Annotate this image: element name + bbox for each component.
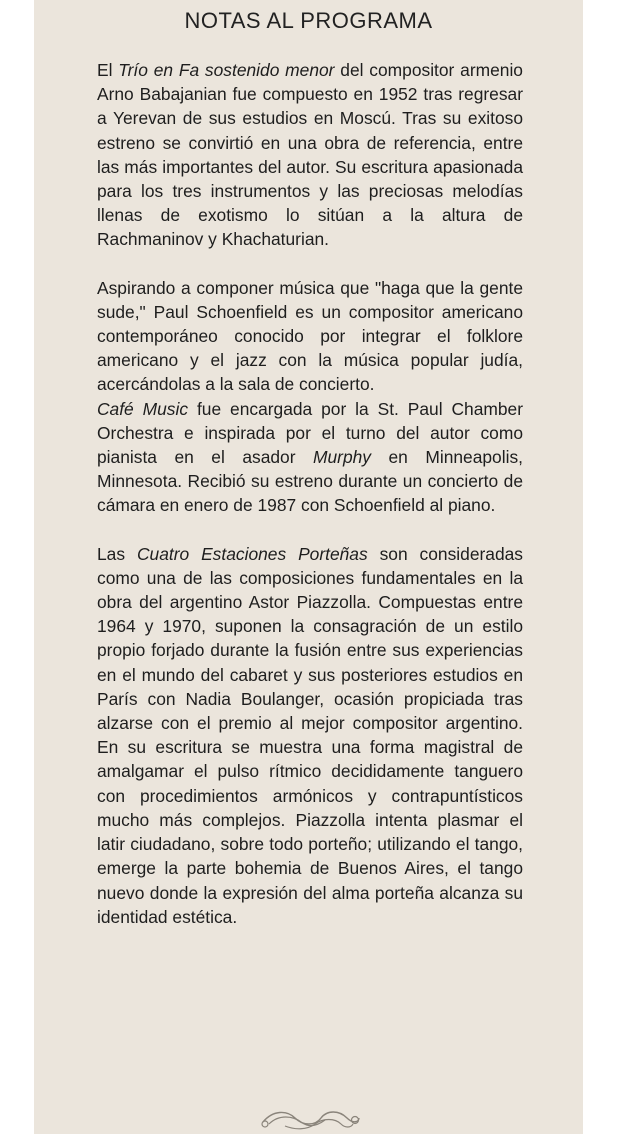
- paragraph-text: del compositor armenio Arno Babajanian fue compuesto en 1952 tras regresar a Yerevan de sus estudios en Moscú. Tras su exitoso estreno se convirtió en una obra de referencia, entre las más importantes del autor. Su escritura apasionada para los tres instrumentos y las preciosas melodías llenas de exotismo lo sitúan a la altura de Rachmaninov y Khachaturian.: [97, 60, 523, 250]
- program-notes-page: [34, 0, 583, 1134]
- paragraph-text: en Minneapolis, Minnesota. Recibió su estreno durante un concierto de cámara en enero de 1987 con Schoenfield al piano.: [97, 447, 523, 516]
- work-title-trio: Trío en Fa sostenido menor: [118, 60, 335, 80]
- paragraph-cafe-music: [97, 397, 523, 518]
- paragraph-text: Las: [97, 543, 137, 564]
- paragraph-text: son consideradas como una de las composiciones fundamentales en la obra del argentino Astor Piazzolla. Compuestas entre 1964 y 1970, suponen la consagración de un estilo propio forjado durante la fusión entre sus experiencias en el mundo del cabaret y sus posteriores estudios en París con Nadia Boulanger, ocasión propiciada tras alzarse con el premio al mejor compositor argentino. En su escritura se muestra una forma magistral de amalgamar el pulso rítmico decididamente tanguero con procedimientos armónicos y contrapuntísticos mucho más complejos. Piazzolla intenta plasmar el latir ciudadano, sobre todo porteño; utilizando el tango, emerge la parte bohemia de Buenos Aires, el tango nuevo donde la expresión del alma porteña alcanza su identidad estética.: [97, 543, 523, 927]
- paragraph-piazzolla: [97, 542, 523, 929]
- paragraph-text: fue encargada por la St. Paul Chamber Orchestra e inspirada por el turno del autor como pianista en el asador: [97, 398, 524, 468]
- paragraph-schoenfield: Aspirando a componer música que "haga que la gente sude," Paul Schoenfield es un compositor americano contemporáneo conocido por integrar el folklore americano y el jazz con la música popular judía, acercándolas a la sala de concierto.: [97, 277, 523, 395]
- work-title-cafe-music: Café Music: [97, 398, 189, 419]
- venue-name-murphy: Murphy: [313, 447, 371, 468]
- flourish-ornament-icon: [255, 1106, 365, 1132]
- work-title-estaciones: Cuatro Estaciones Porteñas: [136, 543, 368, 564]
- paragraph-babajanian: [97, 58, 523, 252]
- page-title: NOTAS AL PROGRAMA: [184, 8, 433, 33]
- paragraph-text: El: [97, 60, 119, 80]
- notes-body: [97, 58, 523, 929]
